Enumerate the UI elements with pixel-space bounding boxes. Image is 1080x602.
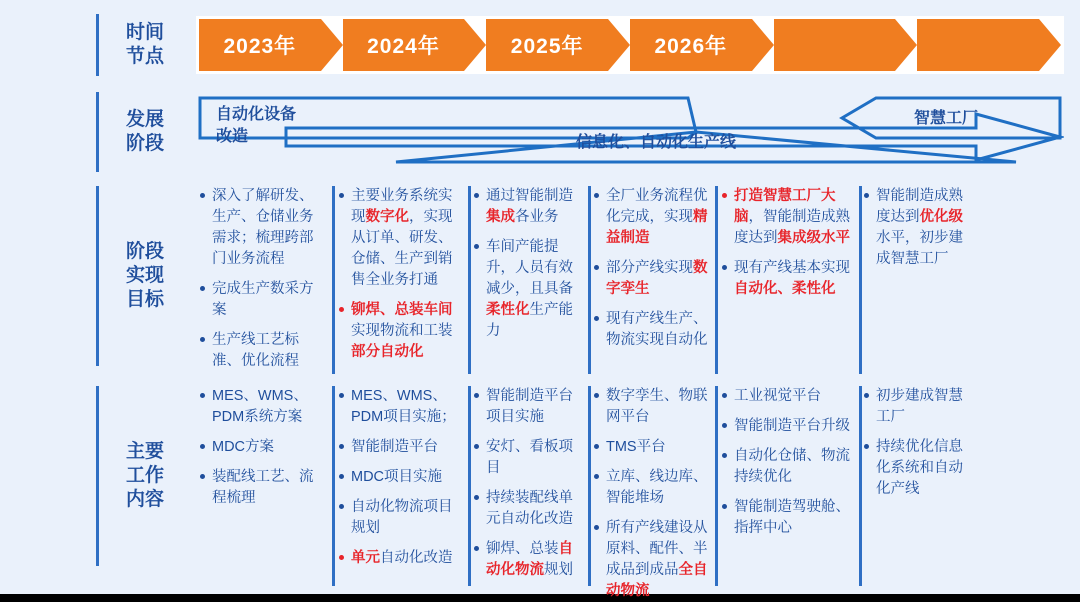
divider-work-row [96, 386, 99, 566]
highlighted-text: 全自动物流 [606, 562, 708, 600]
row-label-stage-goals-line1: 阶段 [125, 241, 164, 263]
stage-goal-item [722, 258, 852, 300]
row-label-dev-stage [108, 92, 182, 172]
item-text: 各业务 [515, 209, 559, 226]
item-text: TMS平台 [606, 439, 666, 456]
stage-1-line1: 自动化设备 [216, 106, 297, 123]
row-label-stage-goals [108, 186, 182, 366]
highlighted-text: 自动化、柔性化 [734, 281, 836, 298]
main-work-item [722, 416, 852, 437]
highlighted-text: 智慧工厂大脑 [734, 188, 836, 226]
item-text: 所有产线建设从原料、配件、半成品到成品 [606, 520, 708, 579]
main-work-item [594, 467, 708, 509]
timeline-year-label [774, 19, 896, 71]
stage-goal-item [339, 186, 461, 291]
stage-goal-column-2 [335, 186, 465, 374]
item-text: 水平，初步建成智慧工厂 [876, 230, 963, 268]
item-text: 实现物流和工装 [351, 323, 453, 340]
item-text: 部分产线实现 [606, 260, 693, 277]
highlighted-text: 柔性化 [486, 302, 530, 319]
main-work-item [339, 497, 461, 539]
main-work-column-4 [590, 386, 712, 600]
stage-goal-item [200, 330, 325, 372]
timeline-year-label: 2024年 [367, 35, 440, 58]
item-text: 智能制造驾驶舱、指挥中心 [734, 499, 850, 537]
row-label-main-work-line1: 主要 [125, 441, 164, 463]
main-work-column-5 [718, 386, 856, 586]
main-work-item [474, 437, 581, 479]
item-text: 深入了解研发、生产、仓储业务需求；梳理跨部门业务流程 [212, 188, 314, 268]
highlighted-text: 集成 [486, 209, 515, 226]
timeline-arrow-4 [630, 19, 774, 71]
item-text: 规划 [544, 562, 573, 579]
main-work-column-3 [470, 386, 585, 586]
stage-goal-item [722, 186, 852, 249]
item-text: MES、WMS、PDM系统方案 [212, 388, 308, 426]
main-work-item [722, 386, 852, 407]
row-label-time-node [108, 14, 182, 76]
main-work-item [200, 437, 325, 458]
stage-goal-item [474, 237, 581, 342]
row-label-main-work-line3: 内容 [125, 488, 164, 510]
item-text: 工业视觉平台 [734, 388, 821, 404]
stage-2-label: 信息化、自动化生产线 [575, 134, 736, 151]
highlighted-text: 数字化 [365, 209, 409, 226]
main-work-item [594, 437, 708, 458]
main-work-item [864, 437, 976, 500]
main-work-column-1 [196, 386, 329, 586]
main-work-item [722, 497, 852, 539]
stage-goal-column-1 [196, 186, 329, 374]
timeline-arrow-5 [774, 19, 918, 71]
stage-goal-column-6 [860, 186, 980, 374]
timeline-arrow-tip [895, 19, 917, 71]
timeline-arrow-tip [752, 19, 774, 71]
main-work-item [594, 518, 708, 602]
row-label-time-node-line1: 时间 [125, 22, 164, 44]
item-text: 铆焊、总装 [486, 541, 559, 558]
highlighted-text: 集成级水平 [777, 230, 850, 247]
row-label-time-node-line2: 节点 [125, 46, 164, 67]
highlighted-text: 自动化物流 [486, 541, 573, 579]
item-text: 生产能力 [486, 302, 573, 340]
timeline-year-label: 2025年 [510, 35, 584, 58]
timeline-arrow-tip [464, 19, 486, 71]
item-text: MES、WMS、PDM项目实施； [351, 388, 456, 426]
main-work-column-6 [860, 386, 980, 586]
row-label-main-work [108, 386, 182, 566]
item-text: 安灯、看板项目 [486, 439, 573, 477]
stage-goal-item [200, 186, 325, 270]
item-text: 通过智能制造 [486, 188, 573, 204]
item-text: 现有产线生产、物流实现自动化 [606, 311, 708, 349]
timeline-arrow-tip [608, 19, 630, 71]
highlighted-text: 铆焊、总装车间 [351, 302, 453, 319]
item-text: MDC方案 [212, 439, 275, 456]
stage-goal-item [864, 186, 976, 270]
row-label-stage-goals-line2: 实现 [125, 265, 164, 287]
main-work-item [200, 467, 325, 509]
main-work-item [594, 386, 708, 428]
main-work-item [339, 437, 461, 458]
item-text: 智能制造平台项目实施 [486, 388, 573, 426]
item-text: 自动化仓储、物流持续优化 [734, 448, 850, 486]
timeline-year-label: 2026年 [654, 35, 728, 58]
item-text: MDC项目实施 [351, 469, 443, 486]
item-text: 主要业务系统实现 [351, 188, 453, 226]
item-text: 全厂业务流程优化完成，实现 [606, 188, 708, 226]
item-text: 完成生产数采方案 [212, 281, 314, 319]
highlighted-text: 精益制造 [606, 209, 708, 247]
main-work-item [474, 488, 581, 530]
row-label-dev-stage-line1: 发展 [125, 109, 164, 131]
timeline-arrow-6 [917, 19, 1061, 71]
row-label-main-work-line2: 工作 [125, 465, 164, 487]
timeline-arrow-tip [321, 19, 343, 71]
item-text: 智能制造平台升级 [734, 418, 850, 435]
timeline-arrow-3 [486, 19, 630, 71]
item-text: 车间产能提升，人员有效减少，且具备 [486, 239, 573, 298]
main-work-item [474, 386, 581, 428]
item-text: 自动化物流项目规划 [351, 499, 453, 537]
item-text: ，实现从订单、研发、仓储、生产到销售全业务打通 [351, 209, 453, 289]
timeline-arrow-1 [199, 19, 343, 71]
highlighted-text: 单元 [351, 550, 380, 567]
main-work-item [339, 548, 461, 569]
main-work-item [722, 446, 852, 488]
stage-goal-column-5 [718, 186, 856, 374]
item-text: ，智能制造成熟度达到 [734, 209, 850, 247]
highlighted-text: 数字孪生 [606, 260, 708, 298]
stage-1-line2: 改造 [216, 127, 249, 145]
item-text: 持续优化信息化系统和自动化产线 [876, 439, 963, 498]
highlighted-text: 优化级 [919, 209, 963, 226]
item-text: 初步建成智慧工厂 [876, 388, 963, 426]
main-work-item [864, 386, 976, 428]
stage-goal-item [200, 279, 325, 321]
highlighted-text: 部分自动化 [351, 344, 424, 361]
timeline-year-label: 2023年 [223, 35, 297, 58]
stage-goal-item [594, 186, 708, 249]
item-text: 数字孪生、物联网平台 [606, 388, 708, 426]
highlighted-text: 打造 [734, 188, 763, 204]
stage-goal-column-4 [590, 186, 712, 374]
main-work-item [339, 386, 461, 428]
main-work-item [200, 386, 325, 428]
item-text: 生产线工艺标准、优化流程 [212, 332, 299, 370]
main-work-item [474, 539, 581, 581]
item-text: 装配线工艺、流程梳理 [212, 469, 314, 507]
development-stage-band [196, 92, 1064, 172]
item-text: 现有产线基本实现 [734, 260, 850, 277]
row-label-dev-stage-line2: 阶段 [125, 133, 164, 154]
timeline-year-label [917, 19, 1039, 71]
main-work-item [339, 467, 461, 488]
stage-3-label: 智慧工厂 [913, 110, 978, 127]
timeline-arrow-tip [1039, 19, 1061, 71]
row-label-stage-goals-line3: 目标 [125, 288, 164, 310]
timeline-arrow-2 [343, 19, 487, 71]
timeline-band [196, 16, 1064, 74]
main-work-column-2 [335, 386, 465, 586]
divider-stage-row [96, 92, 99, 172]
divider-time-row [96, 14, 99, 76]
item-text: 立库、线边库、智能堆场 [606, 469, 708, 507]
stage-goal-item [594, 258, 708, 300]
stage-goal-item [594, 309, 708, 351]
stage-1-label [216, 104, 356, 147]
item-text: 自动化改造 [380, 550, 453, 567]
stage-goal-item [474, 186, 581, 228]
stage-goal-column-3 [470, 186, 585, 374]
item-text: 持续装配线单元自动化改造 [486, 490, 573, 528]
item-text: 智能制造成熟度达到 [876, 188, 963, 226]
stage-goal-item [339, 300, 461, 363]
item-text: 智能制造平台 [351, 439, 438, 456]
divider-goal-row [96, 186, 99, 366]
